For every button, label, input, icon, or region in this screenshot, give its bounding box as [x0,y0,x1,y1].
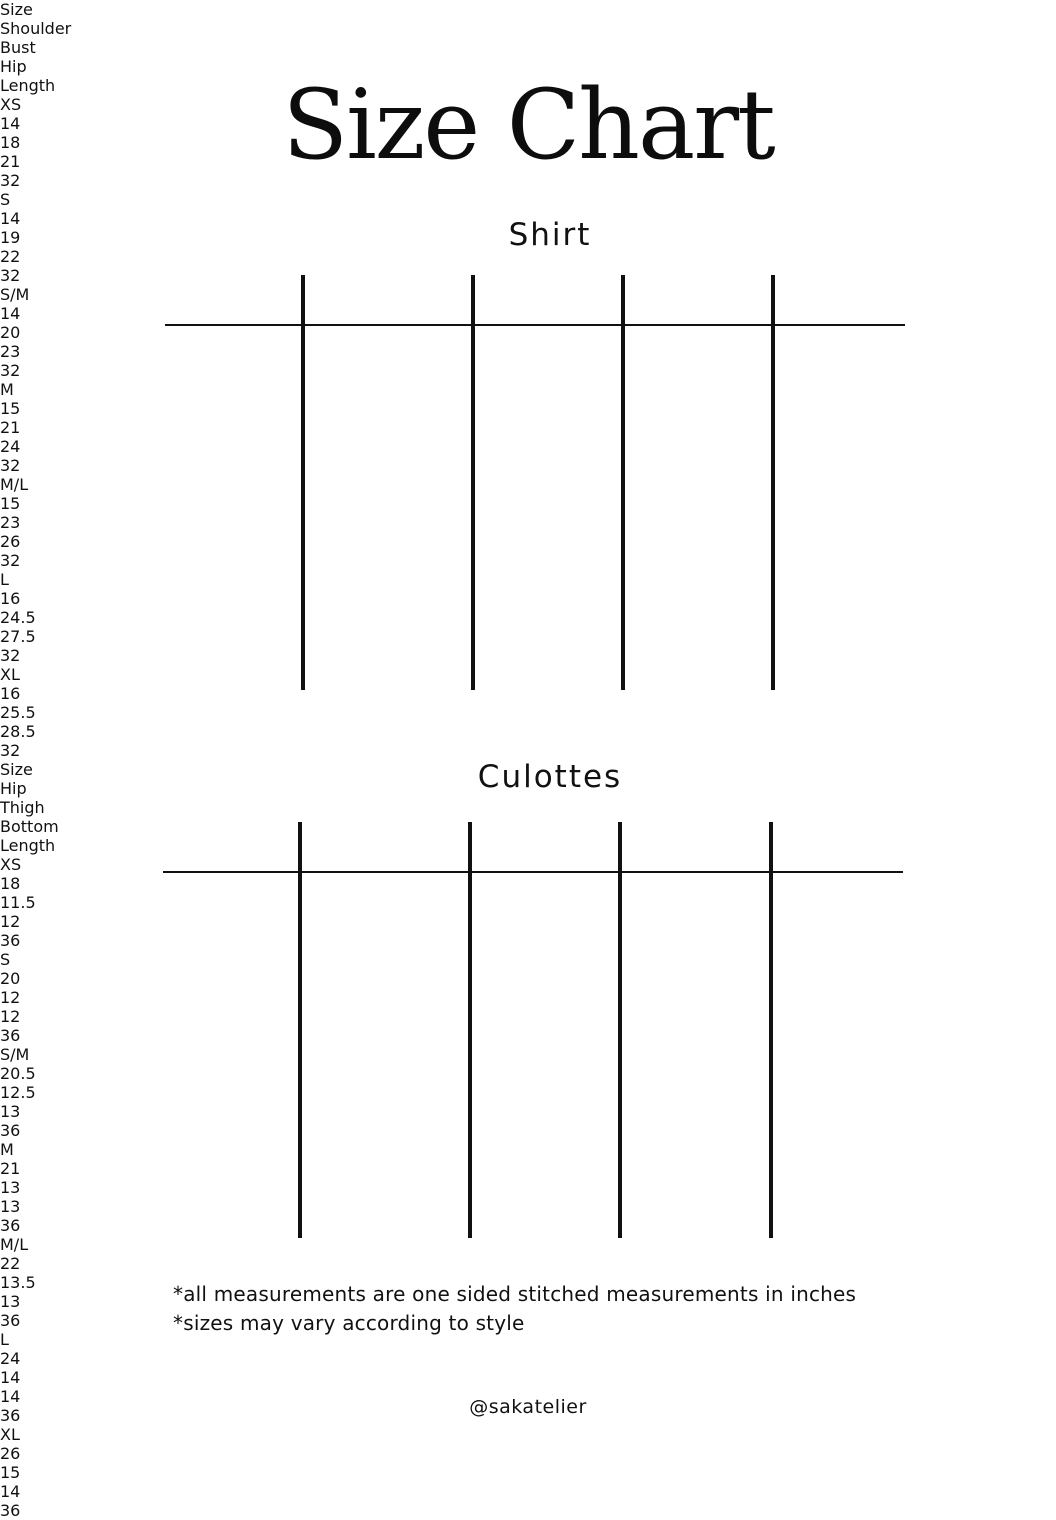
measurement-cell: 13 [0,1102,21,1121]
measurement-cell: 14 [0,1482,21,1501]
size-label-cell: XS [0,855,22,874]
column-header: Length [0,836,56,855]
column-header: Length [0,76,56,95]
measurement-cell: 27.5 [0,627,36,646]
measurement-cell: 21 [0,418,21,437]
size-label-cell: M [0,1140,14,1159]
column-divider [771,275,775,690]
size-label-cell: S/M [0,285,30,304]
column-divider [769,822,773,1238]
measurement-cell: 15 [0,1463,21,1482]
column-header: Bottom [0,817,59,836]
measurement-cell: 36 [0,1216,21,1235]
measurement-cell: 16 [0,589,21,608]
measurement-cell: 21 [0,152,21,171]
column-divider [471,275,475,690]
measurement-cell: 12 [0,912,21,931]
measurement-cell: 13 [0,1292,21,1311]
measurement-cell: 36 [0,1121,21,1140]
size-label-cell: S [0,950,11,969]
measurement-cell: 15 [0,494,21,513]
section-title-culottes: Culottes [477,759,623,795]
measurement-cell: 14 [0,1368,21,1387]
size-label-cell: XL [0,1425,20,1444]
measurement-cell: 19 [0,228,21,247]
measurement-cell: 18 [0,133,21,152]
measurement-cell: 23 [0,513,21,532]
column-header: Bust [0,38,36,57]
measurement-cell: 20 [0,969,21,988]
measurement-cell: 36 [0,1501,21,1520]
measurement-cell: 32 [0,741,21,760]
column-header: Hip [0,57,27,76]
size-label-cell: L [0,570,9,589]
measurement-cell: 23 [0,342,21,361]
size-label-cell: S/M [0,1045,30,1064]
size-label-cell: S [0,190,11,209]
size-label-cell: XS [0,95,22,114]
measurement-cell: 16 [0,684,21,703]
measurement-cell: 36 [0,1026,21,1045]
measurement-cell: 14 [0,1387,21,1406]
social-handle: @sakatelier [469,1396,587,1418]
measurement-cell: 22 [0,1254,21,1273]
measurement-cell: 12 [0,988,21,1007]
column-divider [618,822,622,1238]
measurement-cell: 24 [0,437,21,456]
measurement-cell: 13.5 [0,1273,36,1292]
measurement-cell: 24.5 [0,608,36,627]
column-header: Size [0,760,33,779]
measurement-cell: 24 [0,1349,21,1368]
measurement-cell: 32 [0,171,21,190]
size-label-cell: M/L [0,1235,29,1254]
size-label-cell: XL [0,665,20,684]
measurement-cell: 21 [0,1159,21,1178]
page-title: Size Chart [282,69,774,181]
measurement-cell: 12.5 [0,1083,36,1102]
measurement-cell: 32 [0,266,21,285]
column-header: Thigh [0,798,45,817]
measurement-note: *all measurements are one sided stitched measurements in inches [173,1282,857,1306]
sizing-note: *sizes may vary according to style [173,1311,525,1335]
column-divider [298,822,302,1238]
measurement-cell: 32 [0,361,21,380]
column-header: Shoulder [0,19,72,38]
measurement-cell: 22 [0,247,21,266]
header-divider [163,871,903,873]
column-header: Size [0,0,33,19]
measurement-cell: 25.5 [0,703,36,722]
measurement-cell: 14 [0,304,21,323]
column-divider [468,822,472,1238]
header-divider [165,324,905,326]
column-header: Hip [0,779,27,798]
measurement-cell: 20 [0,323,21,342]
measurement-cell: 36 [0,931,21,950]
measurement-cell: 11.5 [0,893,36,912]
measurement-cell: 28.5 [0,722,36,741]
section-title-shirt: Shirt [508,217,592,253]
measurement-cell: 26 [0,532,21,551]
measurement-cell: 13 [0,1197,21,1216]
measurement-cell: 18 [0,874,21,893]
measurement-cell: 15 [0,399,21,418]
measurement-cell: 32 [0,456,21,475]
size-label-cell: M [0,380,14,399]
measurement-cell: 26 [0,1444,21,1463]
measurement-cell: 12 [0,1007,21,1026]
measurement-cell: 13 [0,1178,21,1197]
measurement-cell: 36 [0,1406,21,1425]
measurement-cell: 14 [0,209,21,228]
measurement-cell: 20.5 [0,1064,36,1083]
measurement-cell: 32 [0,551,21,570]
column-divider [621,275,625,690]
size-label-cell: M/L [0,475,29,494]
size-label-cell: L [0,1330,9,1349]
column-divider [301,275,305,690]
measurement-cell: 14 [0,114,21,133]
measurement-cell: 32 [0,646,21,665]
measurement-cell: 36 [0,1311,21,1330]
